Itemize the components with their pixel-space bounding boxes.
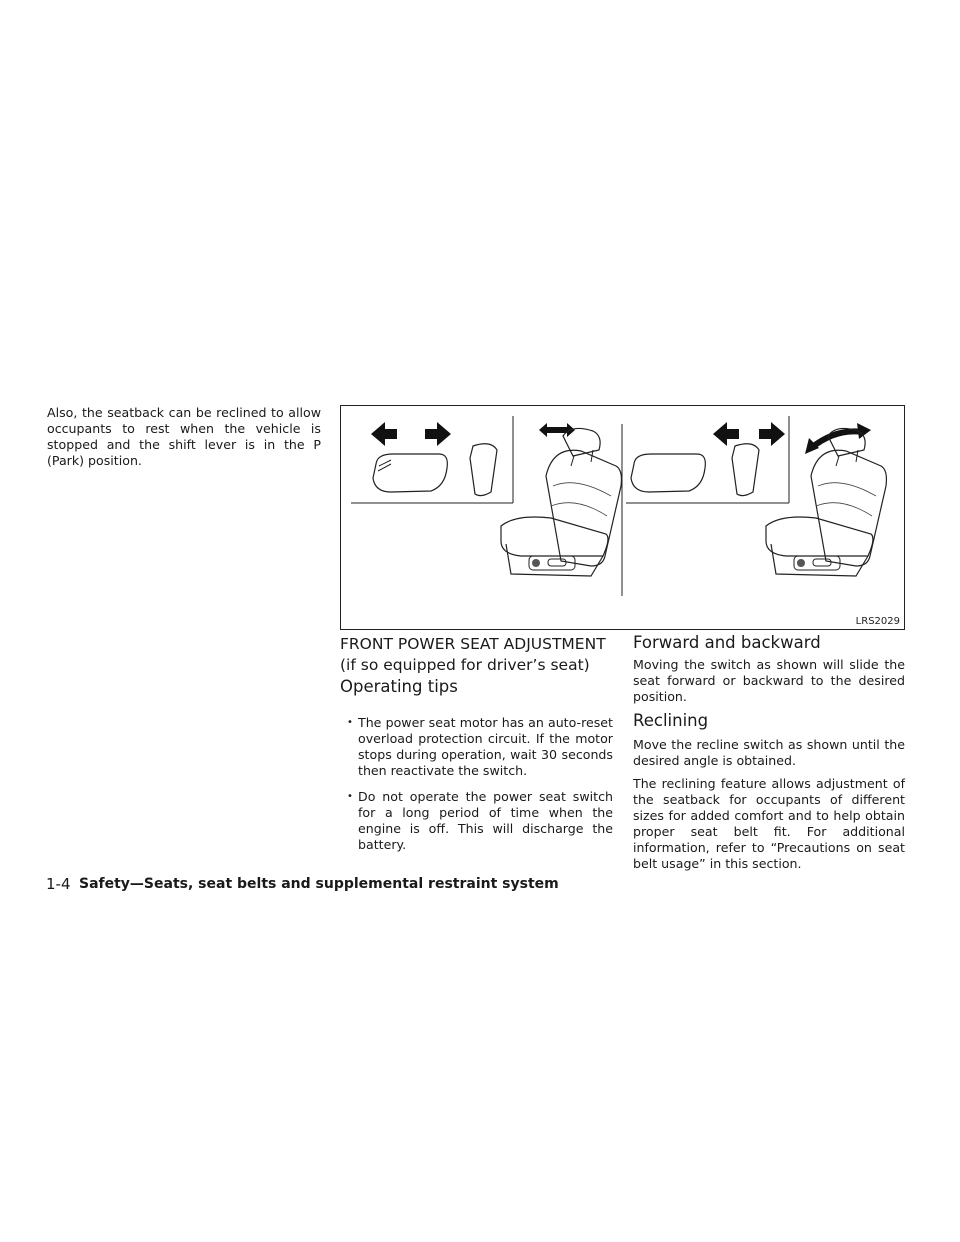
reclining-text-2: The reclining feature allows adjustment of the seatback for occupants of different sizes for added comfort and to help obtain proper seat belt fit. For additional information, refer to “Precautions on seat belt usage” in this section. bbox=[633, 776, 905, 871]
seat-cushion-switch-icon bbox=[373, 454, 447, 492]
seatback-switch-icon bbox=[470, 444, 497, 496]
arrow-left-icon bbox=[713, 422, 739, 446]
seat-adjustment-figure bbox=[340, 405, 905, 630]
section-title bbox=[340, 634, 615, 676]
arrow-left-icon bbox=[371, 422, 397, 446]
intro-paragraph: Also, the seatback can be reclined to allow occupants to rest when the vehicle is stopped and the shift lever is in the P (Park) position. bbox=[47, 405, 321, 468]
reclining-heading: Reclining bbox=[633, 711, 709, 730]
arrow-right-icon bbox=[425, 422, 451, 446]
inset-reclining bbox=[626, 416, 789, 503]
seatback-switch-icon bbox=[732, 444, 759, 496]
reclining-text-1: Move the recline switch as shown until the desired angle is obtained. bbox=[633, 737, 905, 768]
seat-illustration-2 bbox=[766, 428, 886, 576]
figure-code: LRS2029 bbox=[855, 616, 900, 627]
operating-tips-list bbox=[345, 715, 613, 863]
curved-double-arrow-icon bbox=[805, 423, 871, 454]
section-title-line-1: FRONT POWER SEAT ADJUSTMENT bbox=[340, 635, 606, 653]
arrow-right-icon bbox=[759, 422, 785, 446]
chapter-title: Safety—Seats, seat belts and supplemental restraint system bbox=[79, 876, 559, 892]
seat-adjustment-illustration bbox=[341, 406, 904, 629]
operating-tips-heading: Operating tips bbox=[340, 677, 458, 696]
forward-backward-heading: Forward and backward bbox=[633, 633, 821, 652]
page-number: 1-4 bbox=[46, 875, 71, 893]
seat-cushion-switch-icon bbox=[631, 454, 705, 492]
list-item: • The power seat motor has an auto-reset overload protection circuit. If the motor stops during operation, wait 30 seconds then reactivate the switch. bbox=[345, 715, 613, 779]
forward-backward-text: Moving the switch as shown will slide the seat forward or backward to the desired position. bbox=[633, 657, 905, 704]
section-title-line-2: (if so equipped for driver’s seat) bbox=[340, 656, 590, 674]
list-item: • Do not operate the power seat switch for a long period of time when the engine is off. This will discharge the battery. bbox=[345, 789, 613, 853]
seat-illustration-1 bbox=[501, 428, 621, 576]
inset-forward-backward bbox=[351, 416, 513, 503]
